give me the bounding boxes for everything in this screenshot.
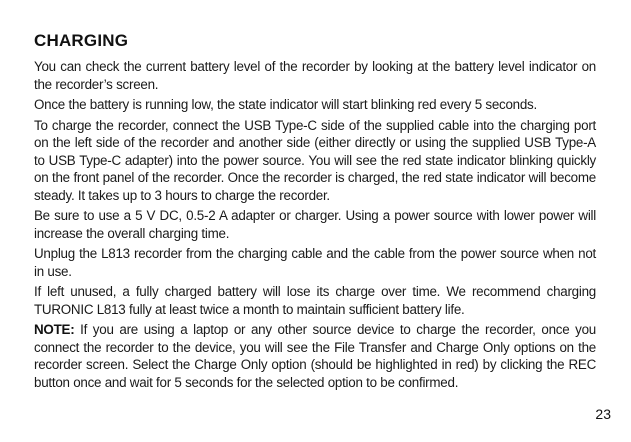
paragraph-battery-level: You can check the current battery level of the recorder by looking at the battery level indicator on the recorder’s screen. xyxy=(34,59,596,92)
paragraph-unused-battery: If left unused, a fully charged battery will lose its charge over time. We recommend charging TURONIC L813 fully at least twice a month to maintain sufficient battery life. xyxy=(34,284,596,317)
paragraph-how-to-charge: To charge the recorder, connect the USB Type-C side of the supplied cable into the charging port on the left side of the recorder and another side (either directly or using the supplied USB Type-A to USB Type-C adapter) into the power source. You will see the red state indicator blinking quickly on the front panel of the recorder. Once the recorder is charged, the red state indicator will become steady. It takes up to 3 hours to charge the recorder. xyxy=(34,117,596,203)
section-heading: CHARGING xyxy=(34,31,129,50)
paragraph-unplug: Unplug the L813 recorder from the charging cable and the cable from the power source when not in use. xyxy=(34,246,596,279)
paragraph-adapter-spec: Be sure to use a 5 V DC, 0.5-2 A adapter or charger. Using a power source with lower power will increase the overall charging time. xyxy=(34,208,596,241)
note-paragraph xyxy=(34,321,596,391)
note-label: NOTE: xyxy=(34,322,75,337)
page-number: 23 xyxy=(595,406,611,422)
paragraph-low-battery: Once the battery is running low, the state indicator will start blinking red every 5 seconds. xyxy=(34,97,537,112)
note-text: If you are using a laptop or any other source device to charge the recorder, once you connect the recorder to the device, you will see the File Transfer and Charge Only options on the recorder screen. Select the Charge Only option (should be highlighted in red) by clicking the REC button once and wait for 5 seconds for the selected option to be confirmed. xyxy=(34,322,596,390)
manual-page xyxy=(34,30,596,394)
